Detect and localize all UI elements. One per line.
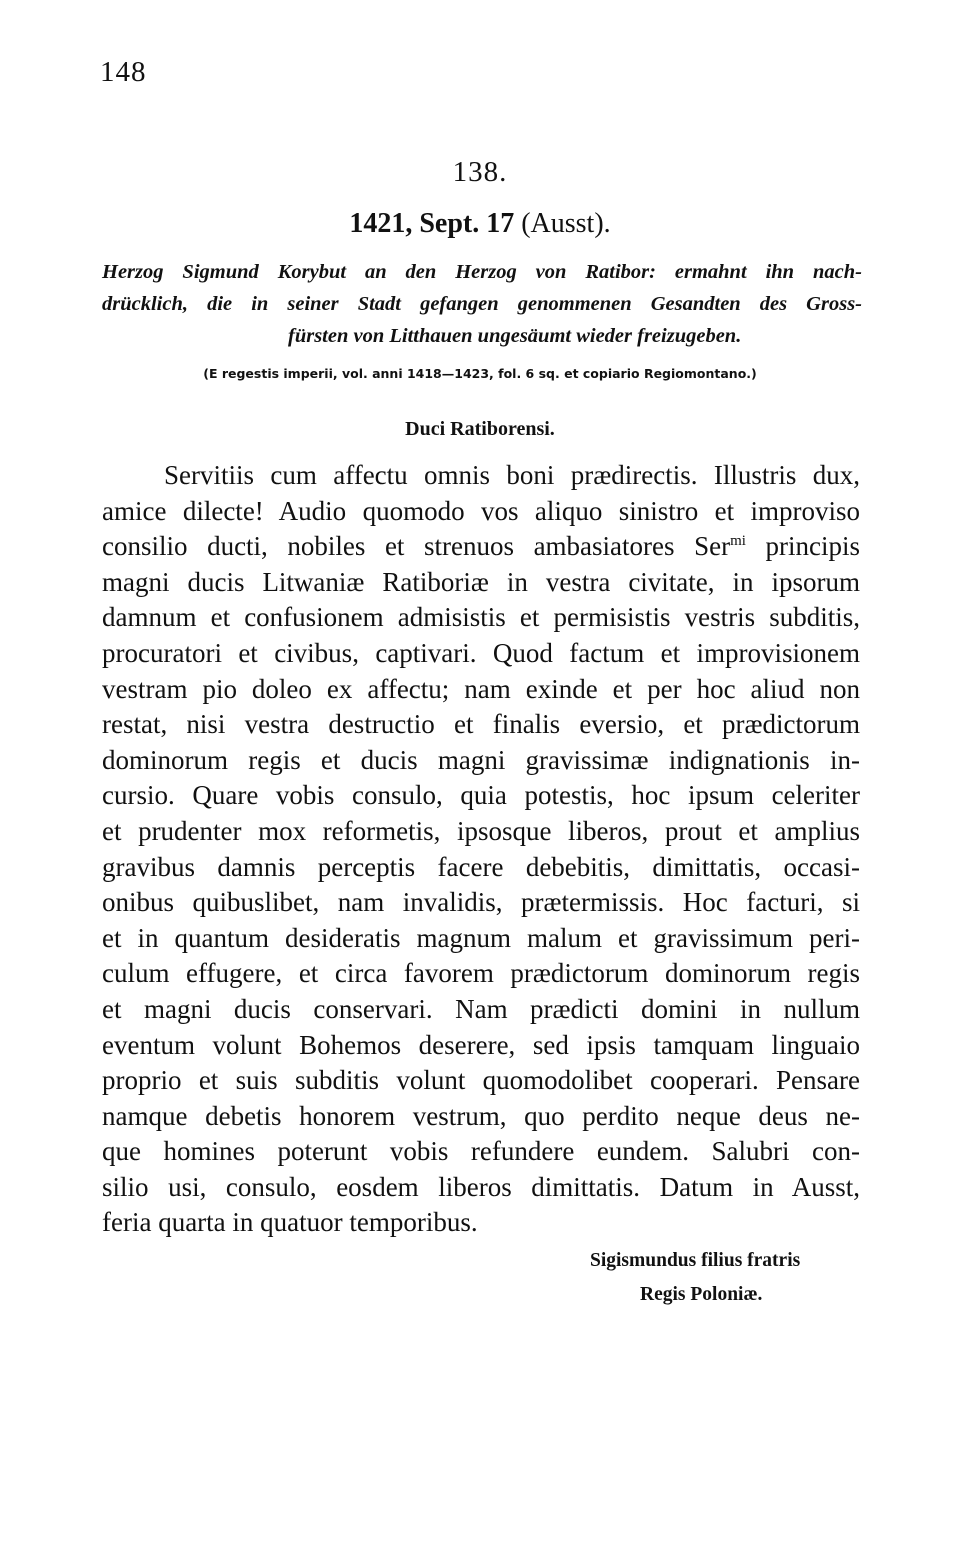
date-line bbox=[0, 208, 960, 240]
place: (Ausst). bbox=[521, 208, 611, 239]
document-number: 138. bbox=[452, 156, 508, 188]
body-line: damnum et confusionem admisistis et permisistis vestris subditis, bbox=[102, 602, 860, 633]
body-line: restat, nisi vestra destructio et finalis eversio, et prædictorum bbox=[102, 709, 860, 740]
body-line: proprio et suis subditis volunt quomodolibet cooperari. Pensare bbox=[102, 1065, 860, 1096]
addressee: Duci Ratiborensi. bbox=[405, 418, 555, 440]
body-line: onibus quibuslibet, nam invalidis, prætermissis. Hoc facturi, si bbox=[102, 887, 860, 918]
body-line: eventum volunt Bohemos deserere, sed ipsis tamquam linguaio bbox=[102, 1029, 860, 1060]
body-line: dominorum regis et ducis magni gravissimæ indignationis in- bbox=[102, 744, 860, 775]
source-citation: (E regestis imperii, vol. anni 1418—1423, fol. 6 sq. et copiario Regiomontano.) bbox=[203, 366, 757, 381]
body-line: procuratori et civibus, captivari. Quod factum et improvisionem bbox=[102, 637, 860, 668]
superscript: mi bbox=[730, 533, 746, 550]
body-line: et in quantum desideratis magnum malum et gravissimum peri- bbox=[102, 922, 860, 953]
body-line: silio usi, consulo, eosdem liberos dimittatis. Datum in Ausst, bbox=[102, 1171, 860, 1202]
summary-line: Herzog Sigmund Korybut an den Herzog von Ratibor: ermahnt ihn nach- bbox=[102, 261, 862, 283]
page-number: 148 bbox=[100, 56, 147, 88]
date: 1421, Sept. 17 bbox=[349, 208, 515, 239]
body-line bbox=[102, 529, 860, 565]
summary bbox=[102, 256, 862, 352]
body-line: vestram pio doleo ex affectu; nam exinde et per hoc aliud non bbox=[102, 673, 860, 704]
body-line: gravibus damnis perceptis facere debebitis, dimittatis, occasi- bbox=[102, 851, 860, 882]
signature-line: Regis Poloniæ. bbox=[640, 1284, 763, 1305]
body-line: et prudenter mox reformetis, ipsosque liberos, prout et amplius bbox=[102, 815, 860, 846]
body-line: que homines poterunt vobis refundere eundem. Salubri con- bbox=[102, 1136, 860, 1167]
summary-line: drücklich, die in seiner Stadt gefangen genommenen Gesandten des Gross- bbox=[102, 293, 862, 315]
body-line-tail: principis bbox=[745, 531, 860, 562]
body-line: Servitiis cum affectu omnis boni prædirectis. Illustris dux, bbox=[164, 460, 860, 490]
body-line: feria quarta in quatuor temporibus. bbox=[102, 1207, 478, 1238]
body-line: magni ducis Litwaniæ Ratiboriæ in vestra civitate, in ipsorum bbox=[102, 566, 860, 597]
body-line: namque debetis honorem vestrum, quo perdito neque deus ne- bbox=[102, 1100, 860, 1131]
summary-line: fürsten von Litthauen ungesäumt wieder freizugeben. bbox=[288, 325, 742, 347]
body-line-text: consilio ducti, nobiles et strenuos ambasiatores Ser bbox=[102, 531, 731, 562]
body-line: et magni ducis conservari. Nam prædicti domini in nullum bbox=[102, 993, 860, 1024]
body-line: cursio. Quare vobis consulo, quia potestis, hoc ipsum celeriter bbox=[102, 780, 860, 811]
signature bbox=[590, 1244, 800, 1312]
signature-line: Sigismundus filius fratris bbox=[590, 1250, 801, 1271]
body-line: amice dilecte! Audio quomodo vos aliquo sinistro et improviso bbox=[102, 495, 860, 526]
letter-body bbox=[102, 458, 860, 1241]
body-line: culum effugere, et circa favorem prædictorum dominorum regis bbox=[102, 958, 860, 989]
